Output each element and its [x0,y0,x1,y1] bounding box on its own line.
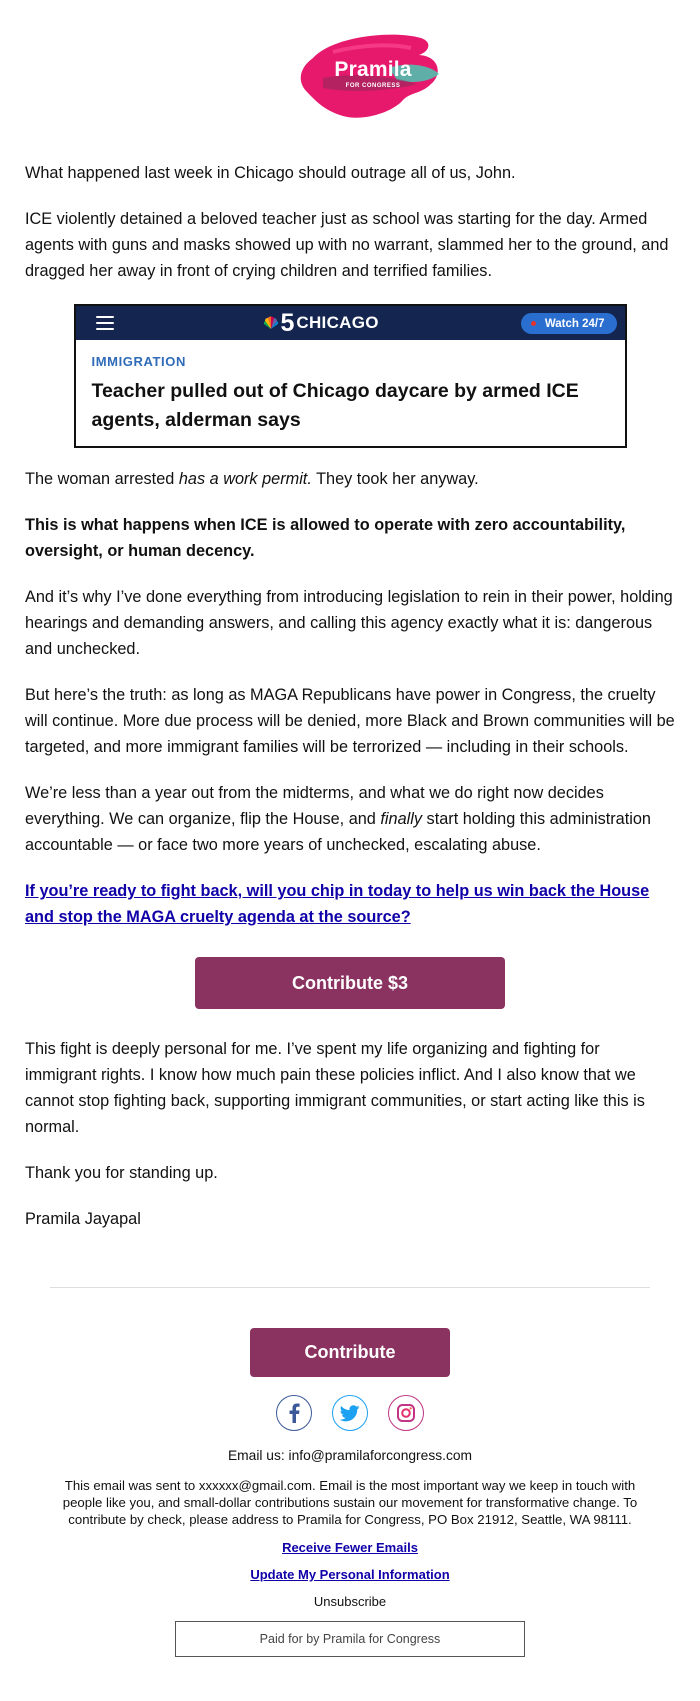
station-number: 5 [280,308,295,337]
permit-emphasis: has a work permit. [178,470,312,488]
midterms-paragraph [25,780,675,858]
midterms-text-before: We’re less than a year out from the midterms, and what we do right now decides everything. We can organize, flip the House, and [25,784,604,828]
signature: Pramila Jayapal [25,1210,141,1228]
news-header-bar [76,306,625,340]
permit-text-before: The woman arrested [25,470,179,488]
bold-statement-text: This is what happens when ICE is allowed to operate with zero accountability, oversight, or human decency. [25,516,626,560]
facebook-icon [288,1403,300,1423]
incident-paragraph: ICE violently detained a beloved teacher just as school was starting for the day. Armed agents with guns and masks showed up with no warrant, slammed her to the ground, and dragged her away in front of crying children and terrified families. [25,210,669,280]
logo-name: Pramila [334,58,412,81]
watch-label: Watch 24/7 [544,317,605,330]
live-dot-icon [531,321,536,326]
footer-disclaimer: This email was sent to xxxxxx@gmail.com. Email is the most important way we keep in touch with people like you, and small-dollar contributions sustain our movement for transformative change. To contribute by check, please address to Pramila for Congress, PO Box 21912, Seattle, WA 98111. [62,1478,638,1527]
watch-live-button[interactable] [521,313,617,334]
footer-email: Email us: info@pramilaforcongress.com [227,1448,473,1463]
station-city: CHICAGO [296,313,379,332]
contribute-button[interactable]: Contribute [250,1328,450,1377]
twitter-icon [340,1405,360,1422]
work-permit-paragraph [25,466,675,492]
truth-paragraph: But here’s the truth: as long as MAGA Republicans have power in Congress, the cruelty will continue. More due process will be denied, more Black and Brown communities will be targeted, and more immigrant families will be terrorized — including in their schools. [25,686,675,756]
midterms-emphasis: finally [380,810,423,828]
instagram-icon [397,1404,415,1422]
permit-text-after: They took her anyway. [311,470,479,488]
chip-in-link[interactable]: If you’re ready to fight back, will you chip in today to help us win back the House and stop the MAGA cruelty agenda at the source? [25,882,650,926]
legislation-paragraph: And it’s why I’ve done everything from introducing legislation to rein in their power, holding hearings and demanding answers, and calling this agency exactly what it is: dangerous and unchecked. [25,588,673,658]
fewer-emails-link[interactable]: Receive Fewer Emails [282,1540,418,1555]
contribute-3-button[interactable]: Contribute $3 [195,957,505,1009]
twitter-link[interactable] [332,1395,368,1431]
hamburger-menu-icon [96,316,114,330]
midterms-text-after: start holding this administration accountable — or face two more years of unchecked, escalating abuse. [25,810,651,854]
social-links [25,1395,675,1431]
logo-subtitle: FOR CONGRESS [345,83,401,89]
article-headline: Teacher pulled out of Chicago daycare by armed ICE agents, alderman says [91,380,579,431]
unsubscribe-link[interactable]: Unsubscribe [313,1594,387,1609]
personal-paragraph: This fight is deeply personal for me. I’ve spent my life organizing and fighting for immigrant rights. I know how much pain these policies inflict. And I also know that we cannot stop fighting back, supporting immigrant communities, or start acting like this is normal. [25,1040,645,1136]
cta-paragraph [25,878,675,930]
thanks-line: Thank you for standing up. [25,1164,218,1182]
station-logo [263,308,379,338]
facebook-link[interactable] [276,1395,312,1431]
footer-divider [50,1287,650,1288]
bold-statement [25,512,675,564]
article-kicker: IMMIGRATION [91,354,186,369]
instagram-link[interactable] [388,1395,424,1431]
nbc-peacock-icon [263,316,279,330]
update-info-link[interactable]: Update My Personal Information [250,1567,450,1582]
logo-header [25,0,675,150]
greeting-paragraph: What happened last week in Chicago should outrage all of us, John. [25,164,516,182]
news-article-image[interactable] [74,304,627,448]
paid-for-box: Paid for by Pramila for Congress [175,1621,525,1657]
